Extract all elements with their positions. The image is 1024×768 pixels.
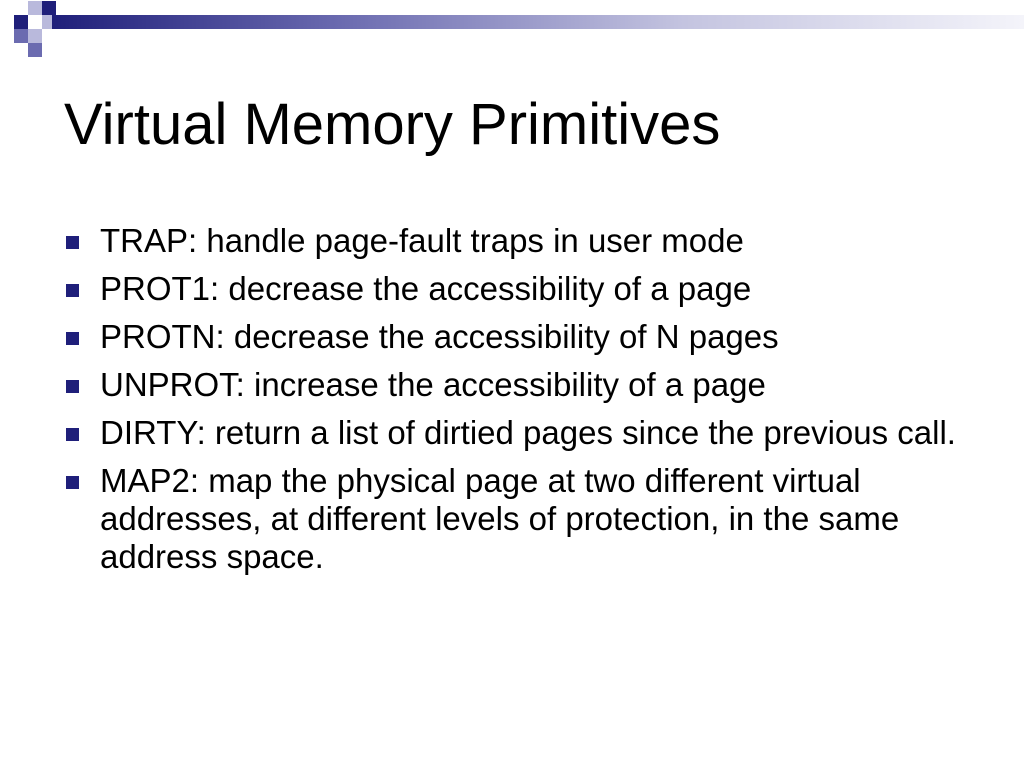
list-item bbox=[62, 414, 962, 452]
list-item bbox=[62, 270, 962, 308]
deco-square-icon bbox=[14, 29, 28, 43]
bullet-text: MAP2: map the physical page at two different virtual addresses, at different levels of protection, in the same address space. bbox=[100, 462, 900, 575]
bullet-text: PROTN: decrease the accessibility of N pages bbox=[100, 318, 779, 355]
square-bullet-icon bbox=[66, 428, 79, 441]
deco-square-icon bbox=[42, 1, 56, 15]
list-item bbox=[62, 318, 962, 356]
slide-title: Virtual Memory Primitives bbox=[64, 92, 721, 157]
square-bullet-icon bbox=[66, 236, 79, 249]
header-gradient-bar bbox=[52, 15, 1024, 29]
list-item bbox=[62, 222, 962, 260]
deco-square-icon bbox=[14, 15, 28, 29]
square-bullet-icon bbox=[66, 476, 79, 489]
header-decoration bbox=[0, 0, 1024, 64]
deco-square-icon bbox=[28, 43, 42, 57]
bullet-text: DIRTY: return a list of dirtied pages since the previous call. bbox=[100, 414, 956, 451]
square-bullet-icon bbox=[66, 332, 79, 345]
list-item bbox=[62, 366, 962, 404]
bullet-text: PROT1: decrease the accessibility of a page bbox=[100, 270, 752, 307]
deco-square-icon bbox=[28, 29, 42, 43]
list-item bbox=[62, 462, 962, 576]
bullet-text: TRAP: handle page-fault traps in user mode bbox=[100, 222, 744, 259]
bullet-list bbox=[62, 222, 962, 586]
square-bullet-icon bbox=[66, 380, 79, 393]
square-bullet-icon bbox=[66, 284, 79, 297]
deco-square-icon bbox=[28, 1, 42, 15]
bullet-text: UNPROT: increase the accessibility of a page bbox=[100, 366, 766, 403]
